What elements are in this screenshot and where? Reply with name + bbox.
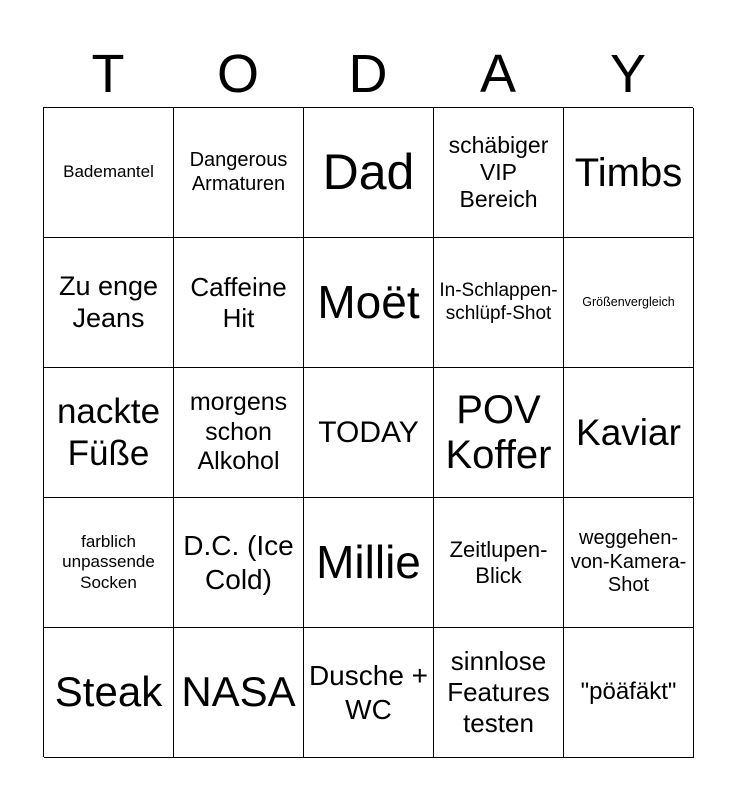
bingo-board [43,107,693,757]
bingo-cell-r1-c1[interactable]: Caffeine Hit [174,238,304,368]
bingo-cell-r0-c2[interactable]: Dad [304,108,434,238]
header-letter-t: T [91,44,125,104]
bingo-cell-r4-c3[interactable]: sinnlose Features testen [434,628,564,758]
bingo-cell-r4-c0[interactable]: Steak [44,628,174,758]
bingo-cell-r3-c0[interactable]: farblich unpassende Socken [44,498,174,628]
header-letter-o: O [216,44,259,104]
bingo-cell-r2-c0[interactable]: nackte Füße [44,368,174,498]
header-letter-d: D [348,44,388,104]
bingo-cell-r4-c2[interactable]: Dusche + WC [304,628,434,758]
bingo-header [43,40,693,108]
bingo-cell-r4-c1[interactable]: NASA [174,628,304,758]
bingo-cell-r0-c0[interactable]: Bademantel [44,108,174,238]
bingo-cell-r0-c3[interactable]: schäbiger VIP Bereich [434,108,564,238]
header-letter-a: A [479,44,517,104]
bingo-cell-r0-c4[interactable]: Timbs [564,108,694,238]
bingo-cell-r2-c4[interactable]: Kaviar [564,368,694,498]
bingo-cell-r0-c1[interactable]: Dangerous Armaturen [174,108,304,238]
bingo-cell-r3-c3[interactable]: Zeitlupen-Blick [434,498,564,628]
bingo-cell-r4-c4[interactable]: "pöäfäkt" [564,628,694,758]
bingo-cell-r3-c4[interactable]: weggehen-von-Kamera-Shot [564,498,694,628]
bingo-cell-r3-c2[interactable]: Millie [304,498,434,628]
bingo-cell-r1-c3[interactable]: In-Schlappen-schlüpf-Shot [434,238,564,368]
bingo-cell-r1-c2[interactable]: Moët [304,238,434,368]
bingo-cell-r2-c1[interactable]: morgens schon Alkohol [174,368,304,498]
bingo-cell-r1-c0[interactable]: Zu enge Jeans [44,238,174,368]
bingo-cell-r2-c3[interactable]: POV Koffer [434,368,564,498]
bingo-cell-r1-c4[interactable]: Größenvergleich [564,238,694,368]
bingo-cell-r3-c1[interactable]: D.C. (Ice Cold) [174,498,304,628]
bingo-cell-r2-c2[interactable]: TODAY [304,368,434,498]
header-letter-y: Y [609,44,647,104]
